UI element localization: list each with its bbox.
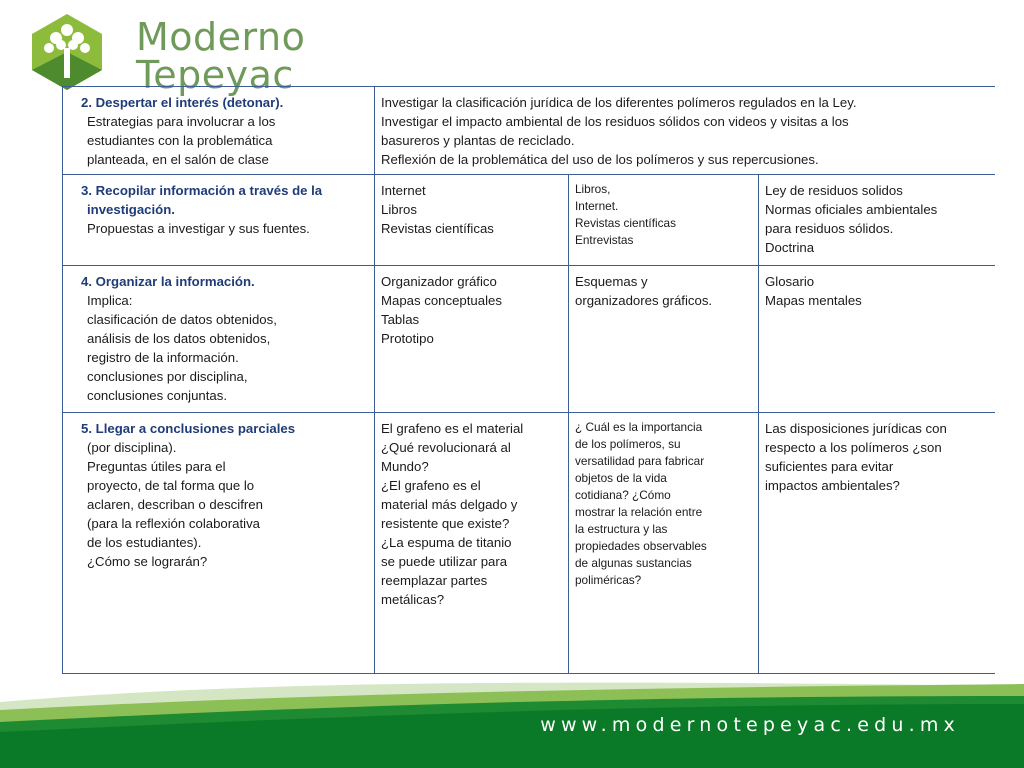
row-label-cell: 3. Recopilar información a través de la investigación. Propuestas a investigar y sus fuentes. (63, 175, 375, 266)
tree-logo-icon (28, 12, 106, 92)
logo-text: Moderno Tepeyac (136, 15, 306, 97)
row-label-cell: 5. Llegar a conclusiones parciales (por disciplina). Preguntas útiles para el proyecto, de tal forma que lo aclaren, describan o descifren (para la reflexión colaborativa de los estudiantes). ¿Cómo se lograrán? (63, 413, 375, 674)
cell-col2: Esquemas y organizadores gráficos. (569, 266, 759, 413)
merged-cell: Investigar la clasificación jurídica de los diferentes polímeros regulados en la Ley. Investigar el impacto ambiental de los residuos sólidos con videos y visitas a los basureros y plantas de reciclado. Reflexión de la problemática del uso de los polímeros y sus repercusiones. (375, 87, 995, 175)
cell-col3: Ley de residuos solidos Normas oficiales ambientales para residuos sólidos. Doctrina (759, 175, 995, 266)
row-label-cell: 4. Organizar la información. Implica: clasificación de datos obtenidos, análisis de los datos obtenidos, registro de la información. conclusiones por disciplina, conclusiones conjuntas. (63, 266, 375, 413)
content-table (62, 86, 995, 674)
cell-col3: Las disposiciones jurídicas con respecto a los polímeros ¿son suficientes para evitar impactos ambientales? (759, 413, 995, 674)
row-label-cell: 2. Despertar el interés (detonar). Estrategias para involucrar a los estudiantes con la problemática planteada, en el salón de clase (63, 87, 375, 175)
table-row (63, 413, 995, 674)
cell-col1: El grafeno es el material ¿Qué revolucionará al Mundo? ¿El grafeno es el material más delgado y resistente que existe? ¿La espuma de titanio se puede utilizar para reemplazar partes metálicas? (375, 413, 569, 674)
row-heading: 4. Organizar la información. (81, 274, 255, 289)
cell-col1: Organizador gráfico Mapas conceptuales Tablas Prototipo (375, 266, 569, 413)
cell-col3: Glosario Mapas mentales (759, 266, 995, 413)
cell-col1: Internet Libros Revistas científicas (375, 175, 569, 266)
row-heading: 3. Recopilar información a través de la (81, 183, 323, 198)
table-row (63, 266, 995, 413)
row-heading: 2. Despertar el interés (detonar). (81, 95, 284, 110)
table-row (63, 175, 995, 266)
cell-col2: ¿ Cuál es la importancia de los polímeros, su versatilidad para fabricar objetos de la vida cotidiana? ¿Cómo mostrar la relación entre la estructura y las propiedades observables de algunas sustancias poliméricas? (569, 413, 759, 674)
table-row (63, 87, 995, 175)
logo (28, 10, 318, 97)
row-heading: 5. Llegar a conclusiones parciales (81, 421, 296, 436)
cell-col2: Libros, Internet. Revistas científicas Entrevistas (569, 175, 759, 266)
website-url: www.modernotepeyac.edu.mx (540, 714, 960, 736)
